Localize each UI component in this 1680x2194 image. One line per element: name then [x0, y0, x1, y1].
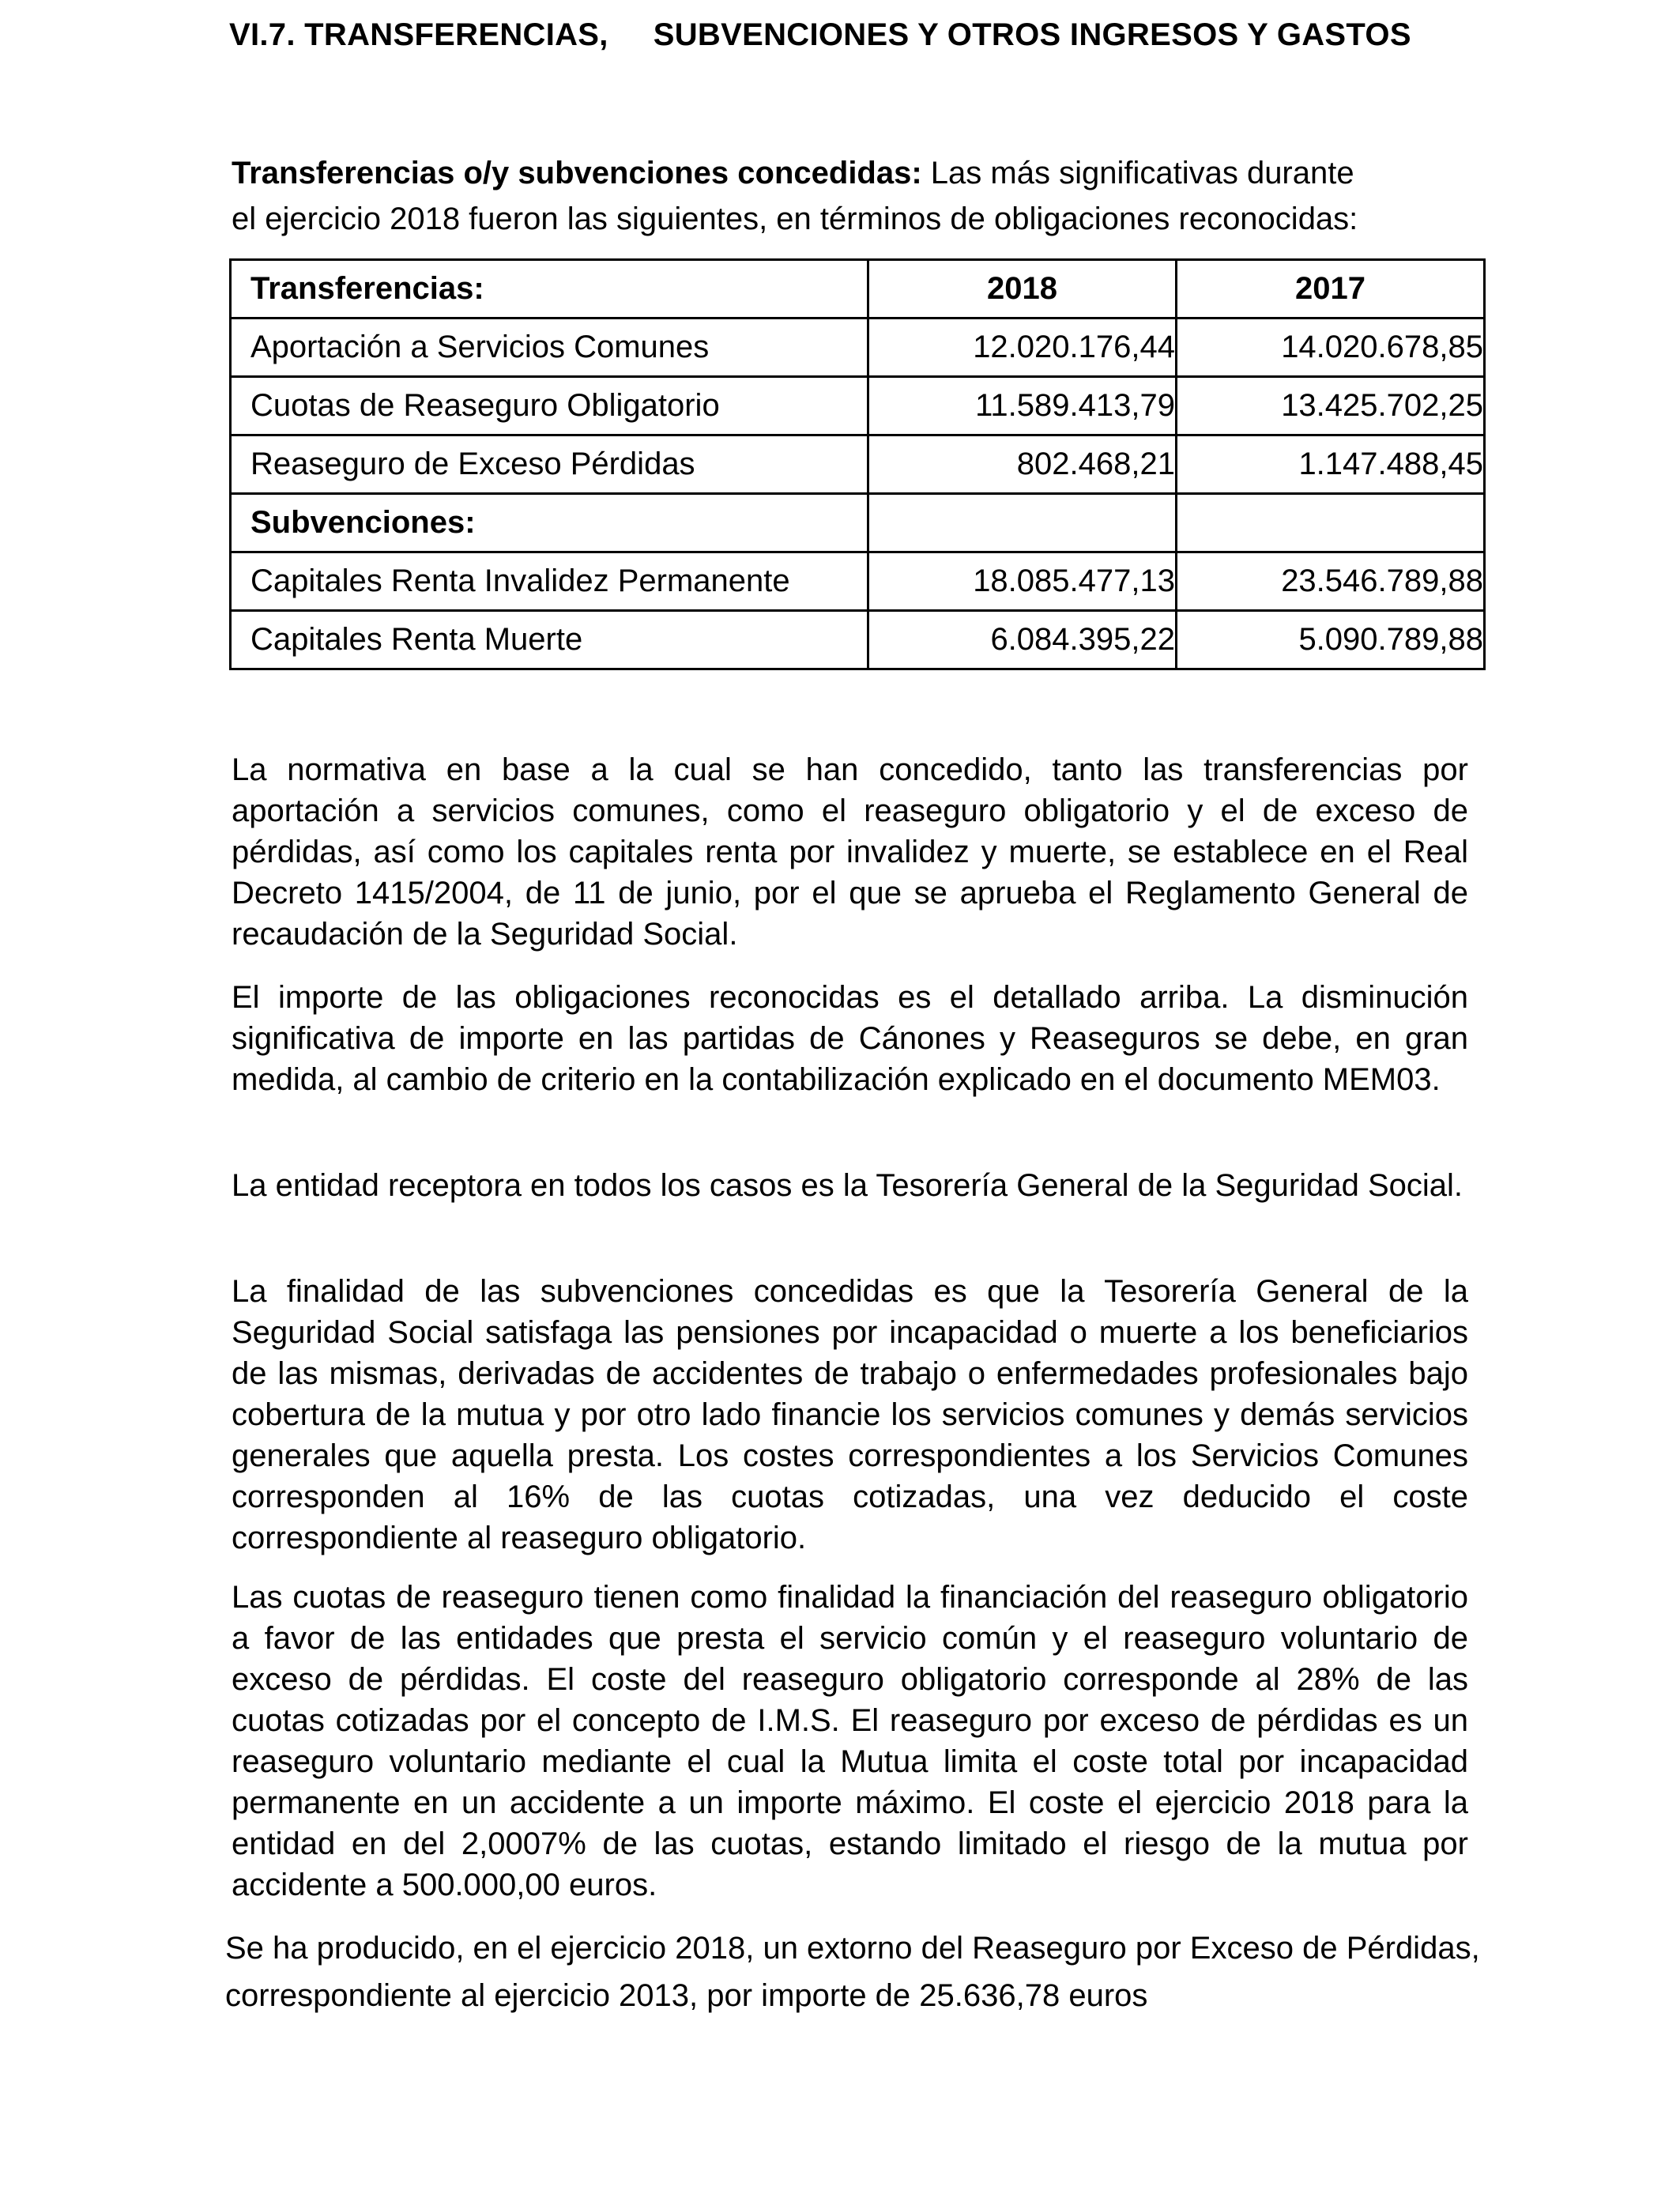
row-label: Reaseguro de Exceso Pérdidas: [231, 435, 868, 494]
row-value-2017: 23.546.789,88: [1177, 552, 1485, 611]
row-value-2018: 6.084.395,22: [868, 611, 1177, 669]
table-header-label: Transferencias:: [231, 260, 868, 319]
row-value-2018: 802.468,21: [868, 435, 1177, 494]
row-label: Capitales Renta Invalidez Permanente: [231, 552, 868, 611]
row-label: Capitales Renta Muerte: [231, 611, 868, 669]
row-value-2017: [1177, 494, 1485, 552]
table-header-2017: 2017: [1177, 260, 1485, 319]
table-row: [231, 611, 1485, 669]
row-label: Aportación a Servicios Comunes: [231, 319, 868, 377]
row-label: Cuotas de Reaseguro Obligatorio: [231, 377, 868, 435]
paragraph-normativa: La normativa en base a la cual se han concedido, tanto las transferencias por aportación a servicios comunes, como el reaseguro obligatorio y el de exceso de pérdidas, así como los capitales renta por invalidez y muerte, se establece en el Real Decreto 1415/2004, de 11 de junio, por el que se aprueba el Reglamento General de recaudación de la Seguridad Social.: [232, 752, 1468, 952]
transfers-table: [229, 258, 1486, 670]
table-subheader-row: [231, 494, 1485, 552]
intro-bold-lead: Transferencias o/y subvenciones concedidas:: [232, 156, 922, 190]
paragraph-extorno: Se ha producido, en el ejercicio 2018, un extorno del Reaseguro por Exceso de Pérdidas, correspondiente al ejercicio 2013, por importe de 25.636,78 euros: [225, 1931, 1480, 2013]
row-label: Subvenciones:: [231, 494, 868, 552]
section-heading: VI.7. TRANSFERENCIAS, SUBVENCIONES Y OTROS INGRESOS Y GASTOS: [229, 17, 1411, 52]
paragraph-cuotas-reaseguro: Las cuotas de reaseguro tienen como finalidad la financiación del reaseguro obligatorio a favor de las entidades que presta el servicio común y el reaseguro voluntario de exceso de pérdidas. El coste del reaseguro obligatorio corresponde al 28% de las cuotas cotizadas por el concepto de I.M.S. El reaseguro por exceso de pérdidas es un reaseguro voluntario mediante el cual la Mutua limita el coste total por incapacidad permanente en un accidente a un importe máximo. El coste el ejercicio 2018 para la entidad en del 2,0007% de las cuotas, estando limitado el riesgo de la mutua por accidente a 500.000,00 euros.: [232, 1580, 1468, 1902]
row-value-2018: 18.085.477,13: [868, 552, 1177, 611]
paragraph-entidad-receptora: La entidad receptora en todos los casos es la Tesorería General de la Seguridad Social.: [232, 1168, 1463, 1203]
row-value-2018: 11.589.413,79: [868, 377, 1177, 435]
table-header-row: [231, 260, 1485, 319]
row-value-2017: 13.425.702,25: [1177, 377, 1485, 435]
row-value-2017: 14.020.678,85: [1177, 319, 1485, 377]
table-row: [231, 319, 1485, 377]
intro-text-line2: el ejercicio 2018 fueron las siguientes, en términos de obligaciones reconocidas:: [232, 202, 1358, 236]
intro-paragraph: [232, 150, 1472, 242]
table-header-2018: 2018: [868, 260, 1177, 319]
table-row: [231, 552, 1485, 611]
paragraph-importe: El importe de las obligaciones reconocidas es el detallado arriba. La disminución significativa de importe en las partidas de Cánones y Reaseguros se debe, en gran medida, al cambio de criterio en la contabilización explicado en el documento MEM03.: [232, 980, 1468, 1097]
row-value-2017: 5.090.789,88: [1177, 611, 1485, 669]
intro-text-line1: Las más significativas durante: [921, 156, 1354, 190]
table-row: [231, 377, 1485, 435]
row-value-2018: [868, 494, 1177, 552]
paragraph-finalidad: La finalidad de las subvenciones concedidas es que la Tesorería General de la Seguridad Social satisfaga las pensiones por incapacidad o muerte a los beneficiarios de las mismas, derivadas de accidentes de trabajo o enfermedades profesionales bajo cobertura de la mutua y por otro lado financie los servicios comunes y demás servicios generales que aquella presta. Los costes correspondientes a los Servicios Comunes corresponden al 16% de las cuotas cotizadas, una vez deducido el coste correspondiente al reaseguro obligatorio.: [232, 1274, 1468, 1555]
table-row: [231, 435, 1485, 494]
row-value-2017: 1.147.488,45: [1177, 435, 1485, 494]
row-value-2018: 12.020.176,44: [868, 319, 1177, 377]
